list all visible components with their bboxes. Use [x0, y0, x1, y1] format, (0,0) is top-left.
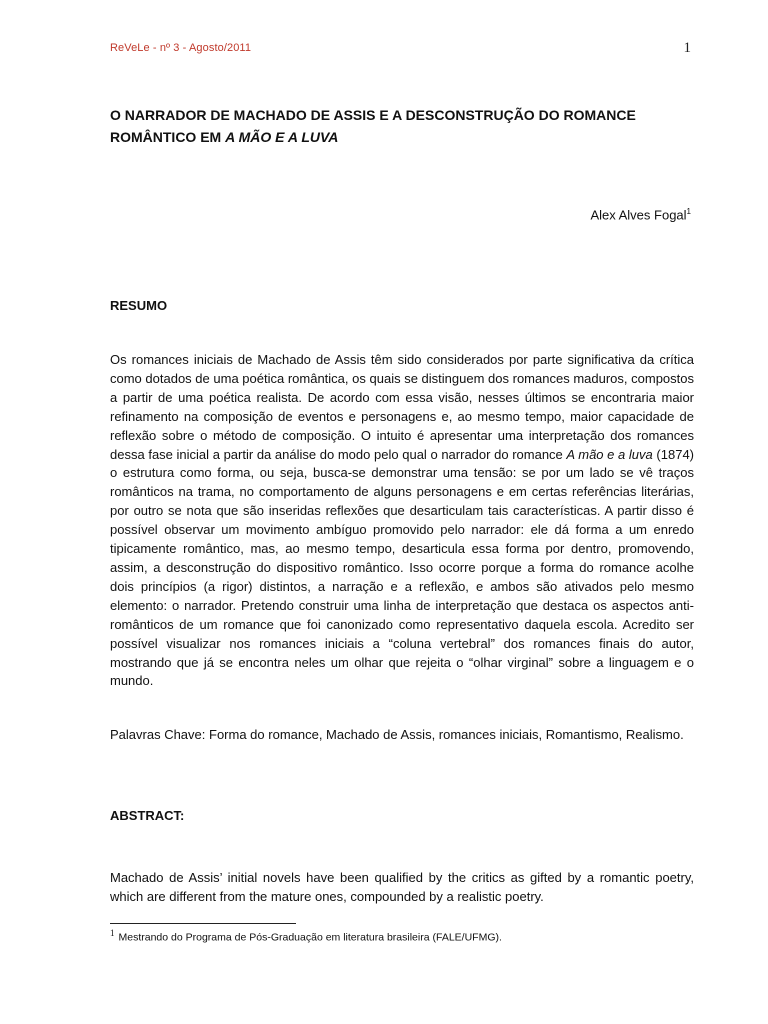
- running-header: ReVeLe - nº 3 - Agosto/2011: [110, 42, 252, 54]
- keywords: [110, 720, 694, 749]
- resumo-text-part2: (1874) o estrutura como forma, ou seja, busca-se demonstrar uma tensão: se por um lado se vê traços românticos na trama, no comportamento de alguns personagens e em certas referências literárias, por outro se nota que são inseridas reflexões que desarticulam tais características. A partir disso é possível observar um movimento ambíguo promovido pelo narrador: ele dá forma a um enredo tipicamente romântico, mas, ao mesmo tempo, desarticula essa forma por dentro, promovendo, assim, a desconstrução do dispositivo romântico. Isso ocorre porque a forma do romance acolhe dois princípios (a rigor) distintos, a narração e a reflexão, e ambos são ativados pelo mesmo elemento: o narrador. Pretendo construir uma linha de interpretação que destaca os aspectos anti-românticos de um romance que foi canonizado como representativo daquela escola. Acredito ser possível visualizar nos romances iniciais a “coluna vertebral” dos romances finais do autor, mostrando que já se encontra neles um olhar que rejeita o “olhar virginal” sobre a linguagem e o mundo.: [110, 446, 694, 689]
- footnote-text: Mestrando do Programa de Pós-Graduação em literatura brasileira (FALE/UFMG).: [118, 931, 502, 944]
- footnote: [110, 928, 502, 944]
- resumo-heading: RESUMO: [110, 298, 168, 313]
- abstract-paragraph: Machado de Assis’ initial novels have been qualified by the critics as gifted by a romantic poetry, which are different from the mature ones, compounded by a realistic poetry.: [110, 870, 694, 904]
- abstract-heading: ABSTRACT:: [110, 808, 185, 823]
- author-name: [590, 207, 691, 222]
- resumo-paragraph: [110, 351, 694, 691]
- resumo-text-italic: A mão e a luva: [566, 446, 653, 462]
- page-number: 1: [683, 40, 691, 56]
- footnote-divider: [110, 923, 296, 924]
- keywords-values: Forma do romance, Machado de Assis, romances iniciais, Romantismo, Realismo.: [209, 727, 684, 742]
- title-italic: A MÃO E A LUVA: [225, 129, 339, 145]
- title-main: O NARRADOR DE MACHADO DE ASSIS E A DESCONSTRUÇÃO DO ROMANCE ROMÂNTICO EM: [110, 107, 636, 145]
- author-name-text: Alex Alves Fogal: [590, 207, 687, 223]
- resumo-text-part1: Os romances iniciais de Machado de Assis têm sido considerados por parte significativa da crítica como dotados de uma poética romântica, os quais se distinguem dos romances maduros, compostos a partir de uma poética realista. De acordo com essa visão, nesses últimos se encontraria maior refinamento na composição de eventos e personagens e, ao mesmo tempo, maior capacidade de reflexão sobre o método de composição. O intuito é apresentar uma interpretação dos romances dessa fase inicial a partir da análise do modo pelo qual o narrador do romance: [110, 352, 694, 462]
- footnote-mark: 1: [110, 928, 115, 938]
- author-footnote-mark: 1: [686, 207, 691, 216]
- keywords-label: Palavras Chave:: [110, 727, 206, 742]
- article-title: [110, 104, 700, 148]
